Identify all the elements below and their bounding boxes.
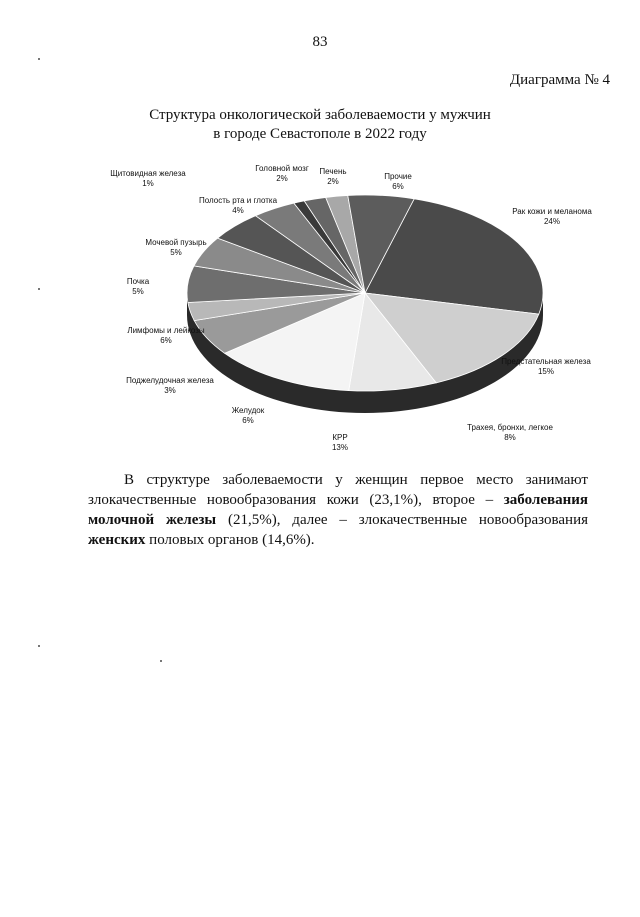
- slice-label: Предстательная железа 15%: [501, 357, 591, 376]
- slice-label: Щитовидная железа 1%: [110, 169, 186, 188]
- chart-title-line-1: Структура онкологической заболеваемости у мужчин: [149, 107, 491, 123]
- scan-speck: [38, 58, 40, 60]
- slice-label: Рак кожи и меланома 24%: [512, 207, 592, 226]
- paragraph-text-3: половых органов (14,6%).: [145, 532, 315, 548]
- page-number: 83: [312, 34, 328, 50]
- slice-label: Желудок 6%: [231, 406, 265, 425]
- slice-label: Мочевой пузырь 5%: [145, 238, 207, 257]
- chart-title-line-2: в городе Севастополе в 2022 году: [213, 126, 427, 142]
- paragraph-bold-1: заболевания молочной железы: [88, 492, 588, 528]
- slice-label: Головной мозг 2%: [255, 164, 309, 183]
- slice-label: Печень 2%: [319, 167, 347, 186]
- slice-label: Лимфомы и лейкозы 6%: [127, 326, 205, 345]
- paragraph-text-1: В структуре заболеваемости у женщин первое место занимают злокачественные новообразования кожи (23,1%), второе –: [88, 472, 588, 508]
- slice-label: КРР 13%: [331, 433, 349, 452]
- pie-top: [187, 195, 543, 391]
- slice-label: Прочие 6%: [384, 172, 412, 191]
- slice-label: Полость рта и глотка 4%: [198, 196, 278, 215]
- body-paragraph: [88, 470, 588, 550]
- scan-speck: [38, 645, 40, 647]
- scan-speck: [38, 288, 40, 290]
- slice-label: Поджелудочная железа 3%: [126, 376, 214, 395]
- slice-label: Почка 5%: [126, 277, 150, 296]
- chart-title: [120, 106, 520, 144]
- paragraph-text-2: (21,5%), далее – злокачественные новообразования: [216, 512, 588, 528]
- slice-label: Трахея, бронхи, легкое 8%: [467, 423, 553, 442]
- paragraph-bold-2: женских: [88, 532, 146, 548]
- diagram-caption: Диаграмма № 4: [509, 72, 610, 88]
- scan-speck: [160, 660, 162, 662]
- pie-chart: [0, 150, 640, 460]
